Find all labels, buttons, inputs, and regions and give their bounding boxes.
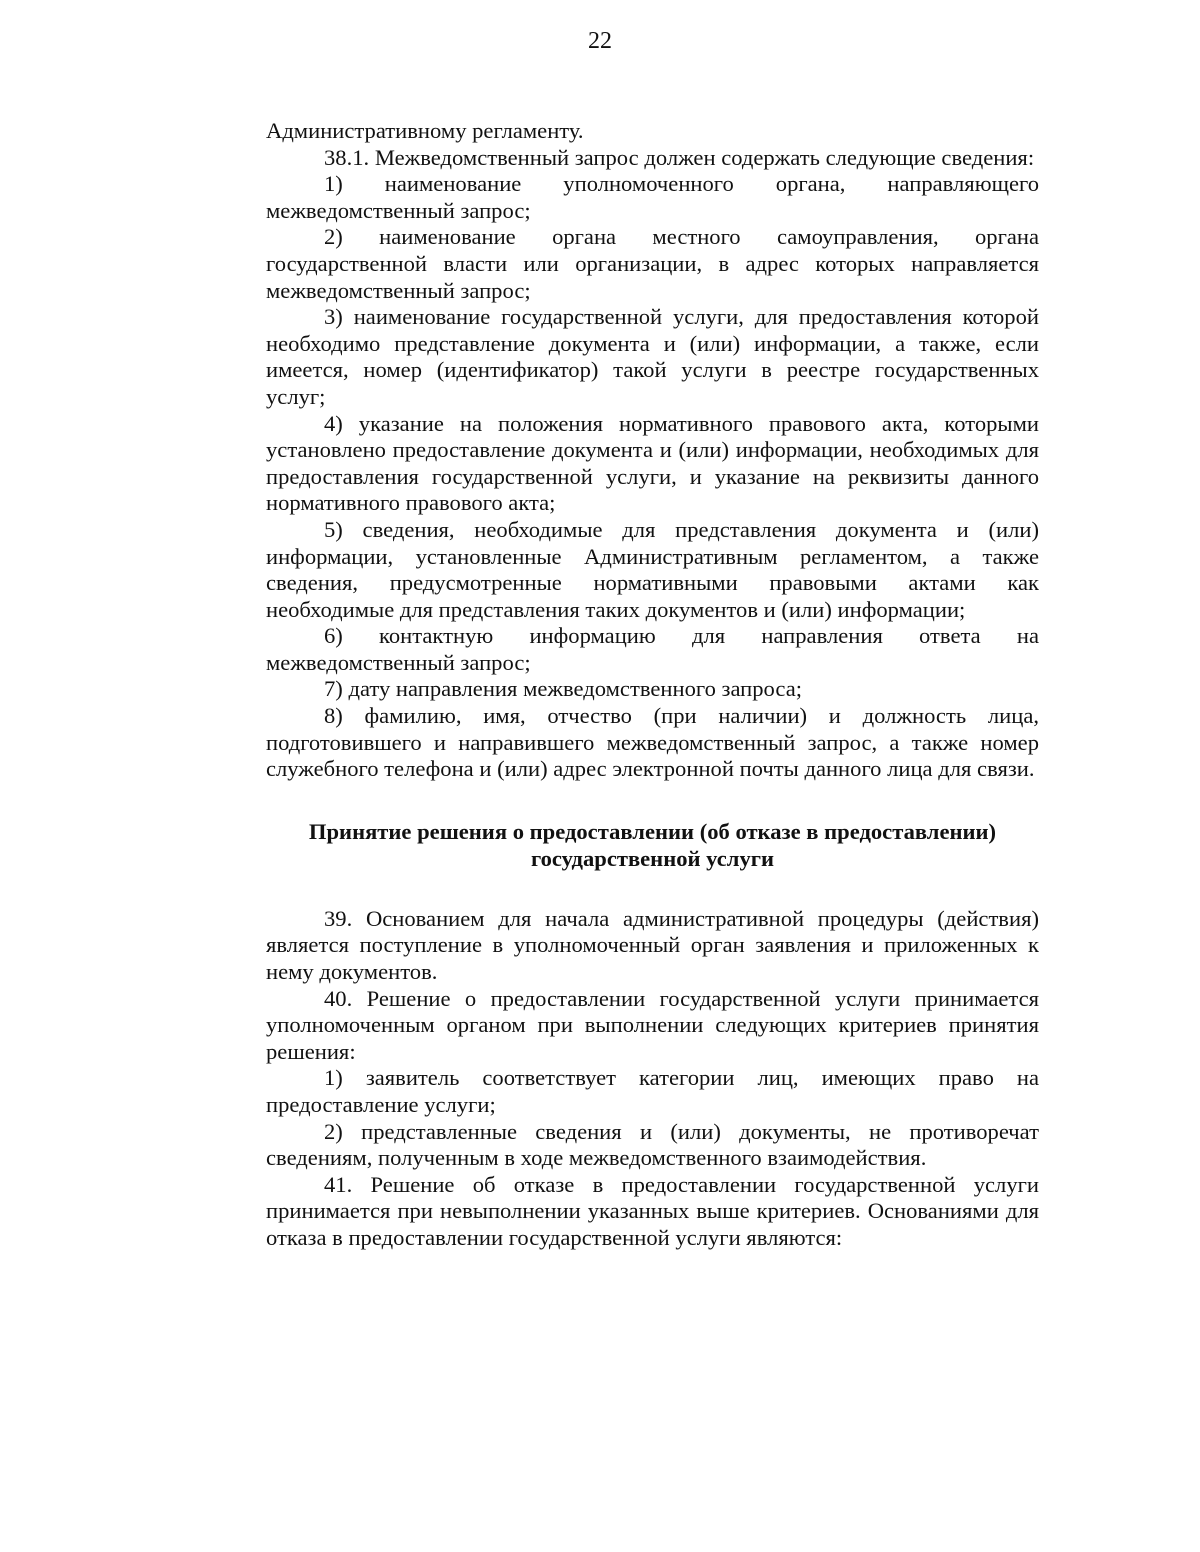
- paragraph: 40. Решение о предоставлении государственной услуги принимается уполномоченным органом при выполнении следующих критериев принятия решения:: [266, 985, 1039, 1064]
- list-item: 7) дату направления межведомственного запроса;: [324, 676, 803, 702]
- paragraph: 38.1. Межведомственный запрос должен содержать следующие сведения:: [324, 144, 1035, 170]
- list-item: 4) указание на положения нормативного правового акта, которыми установлено предоставление документа и (или) информации, необходимых для предоставления государственной услуги, и указание на реквизиты данного нормативного правового акта;: [266, 410, 1039, 516]
- list-item: 1) наименование уполномоченного органа, направляющего межведомственный запрос;: [266, 171, 1039, 223]
- list-item: 3) наименование государственной услуги, для предоставления которой необходимо представление документа и (или) информации, а также, если имеется, номер (идентификатор) такой услуги в реестре государственных услуг;: [266, 304, 1039, 409]
- list-item: 2) наименование органа местного самоуправления, органа государственной власти или организации, в адрес которых направляется межведомственный запрос;: [266, 224, 1039, 303]
- list-item: 5) сведения, необходимые для представления документа и (или) информации, установленные Административным регламентом, а также сведения, предусмотренные нормативными правовыми актами как необходимые для представления таких документов и (или) информации;: [266, 516, 1039, 622]
- section-heading: [266, 818, 1039, 872]
- paragraph: 41. Решение об отказе в предоставлении государственной услуги принимается при невыполнении указанных выше критериев. Основаниями для отказа в предоставлении государственной услуги являются:: [266, 1171, 1039, 1250]
- paragraph: Административному регламенту.: [266, 118, 584, 143]
- list-item: 8) фамилию, имя, отчество (при наличии) и должность лица, подготовившего и направившего межведомственный запрос, а также номер служебного телефона и (или) адрес электронной почты данного лица для связи.: [266, 703, 1039, 782]
- list-item: 2) представленные сведения и (или) документы, не противоречат сведениям, полученным в ходе межведомственного взаимодействия.: [266, 1118, 1039, 1171]
- list-item: 6) контактную информацию для направления ответа на межведомственный запрос;: [266, 623, 1039, 675]
- page-number: 22: [588, 28, 612, 54]
- document-body: [266, 118, 1039, 1252]
- section-heading-line: государственной услуги: [530, 845, 775, 871]
- list-item: 1) заявитель соответствует категории лиц, имеющих право на предоставление услуги;: [266, 1065, 1039, 1117]
- paragraph: 39. Основанием для начала административной процедуры (действия) является поступление в уполномоченный орган заявления и приложенных к нему документов.: [266, 905, 1039, 985]
- section-heading-line: Принятие решения о предоставлении (об отказе в предоставлении): [308, 818, 997, 844]
